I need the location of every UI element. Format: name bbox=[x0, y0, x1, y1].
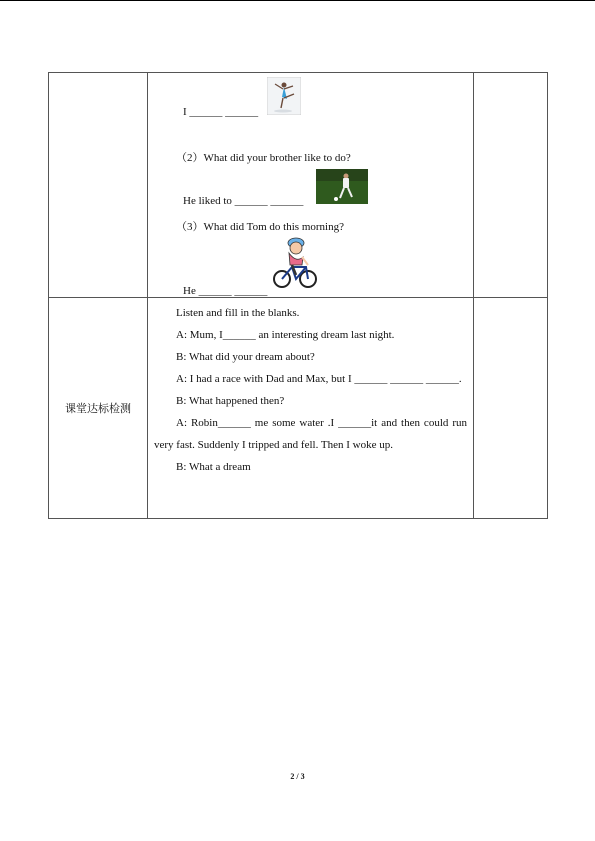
dialogue-line: A: Robin______ me some water .I ______it and then could run very fast. Suddenly I tripped and fell. Then I woke up. bbox=[154, 417, 467, 451]
exercise-instruction: Listen and fill in the blanks. bbox=[176, 307, 300, 319]
dialogue-line: A: I had a race with Dad and Max, but I ______ ______ ______. bbox=[176, 373, 462, 385]
notes-cell bbox=[474, 298, 548, 519]
dialogue-line: B: What a dream bbox=[176, 461, 251, 473]
football-player-icon bbox=[316, 169, 368, 204]
figure-skater-icon bbox=[267, 77, 301, 115]
exercise-cell bbox=[148, 298, 474, 519]
answer-line-i: I ______ ______ bbox=[183, 106, 259, 118]
question-2: （2）What did your brother like to do? bbox=[176, 152, 351, 164]
table-row bbox=[49, 73, 548, 298]
page-number: 2 / 3 bbox=[290, 772, 305, 781]
label-cell-empty bbox=[49, 73, 148, 298]
cyclist-icon bbox=[272, 235, 318, 291]
notes-cell bbox=[474, 73, 548, 298]
dialogue-line: B: What happened then? bbox=[176, 395, 285, 407]
page-top-rule bbox=[0, 0, 595, 1]
section-label-cell bbox=[49, 298, 148, 519]
answer-line-3: He ______ ______ bbox=[183, 285, 268, 297]
section-label: 课堂达标检测 bbox=[65, 402, 131, 415]
question-3: （3）What did Tom do this morning? bbox=[176, 221, 344, 233]
dialogue-line: A: Mum, I______ an interesting dream last night. bbox=[176, 329, 395, 341]
dialogue-line: B: What did your dream about? bbox=[176, 351, 315, 363]
answer-line-2: He liked to ______ ______ bbox=[183, 195, 304, 207]
content-cell bbox=[148, 73, 474, 298]
table-row bbox=[49, 298, 548, 519]
lesson-table bbox=[48, 72, 548, 519]
